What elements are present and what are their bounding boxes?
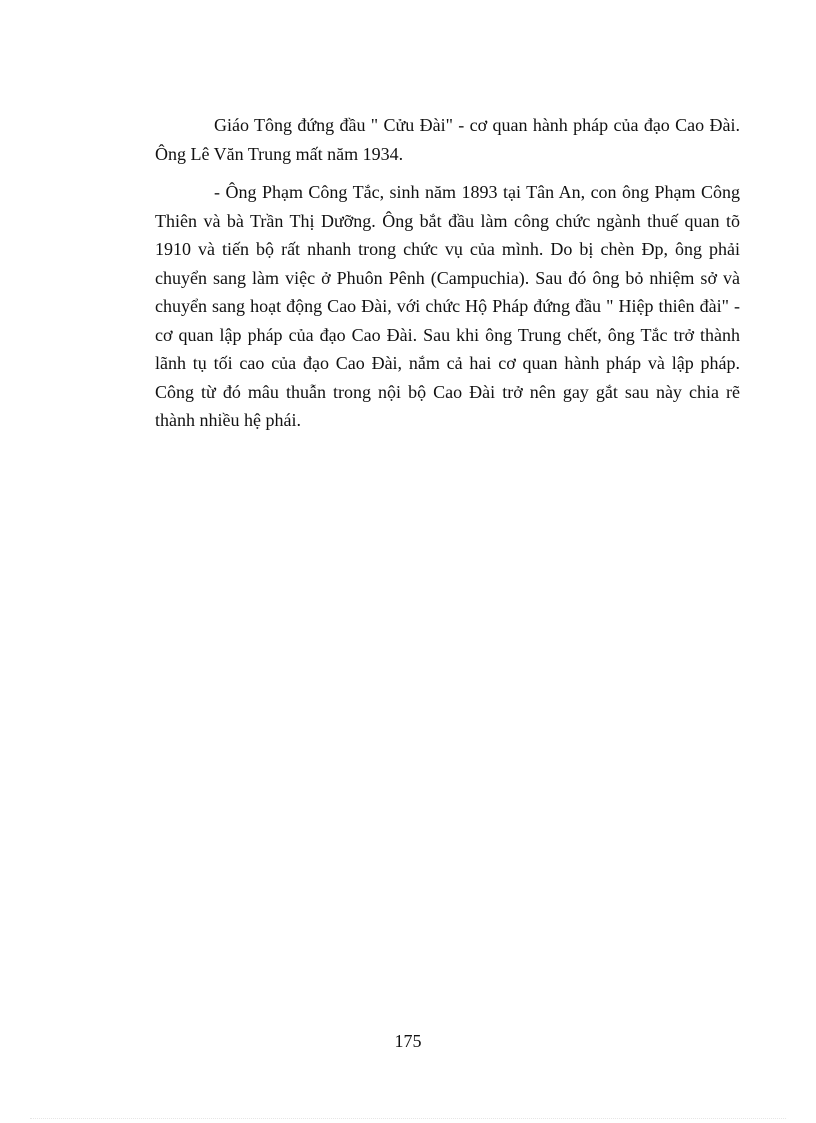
page-bottom-divider — [30, 1118, 786, 1119]
paragraph-pham-cong-tac: - Ông Phạm Công Tắc, sinh năm 1893 tại Tân An, con ông Phạm Công Thiên và bà Trần Thị Dưỡng. Ông bắt đầu làm công chức ngành thuế quan tõ 1910 và tiến bộ rất nhanh trong chức vụ của mình. Do bị chèn Đp, ông phải chuyển sang làm việc ở Phuôn Pênh (Campuchia). Sau đó ông bỏ nhiệm sở và chuyển sang hoạt động Cao Đài, với chức Hộ Pháp đứng đầu " Hiệp thiên đài" - cơ quan lập pháp của đạo Cao Đài. Sau khi ông Trung chết, ông Tắc trở thành lãnh tụ tối cao của đạo Cao Đài, nắm cả hai cơ quan hành pháp và lập pháp. Công từ đó mâu thuẫn trong nội bộ Cao Đài trở nên gay gắt sau này chia rẽ thành nhiều hệ phái. — [155, 182, 740, 430]
body-text — [155, 111, 740, 445]
page-number: 175 — [394, 1031, 422, 1051]
paragraph-cuu-dai: Giáo Tông đứng đầu " Cửu Đài" - cơ quan hành pháp của đạo Cao Đài. Ông Lê Văn Trung mất năm 1934. — [155, 115, 740, 164]
